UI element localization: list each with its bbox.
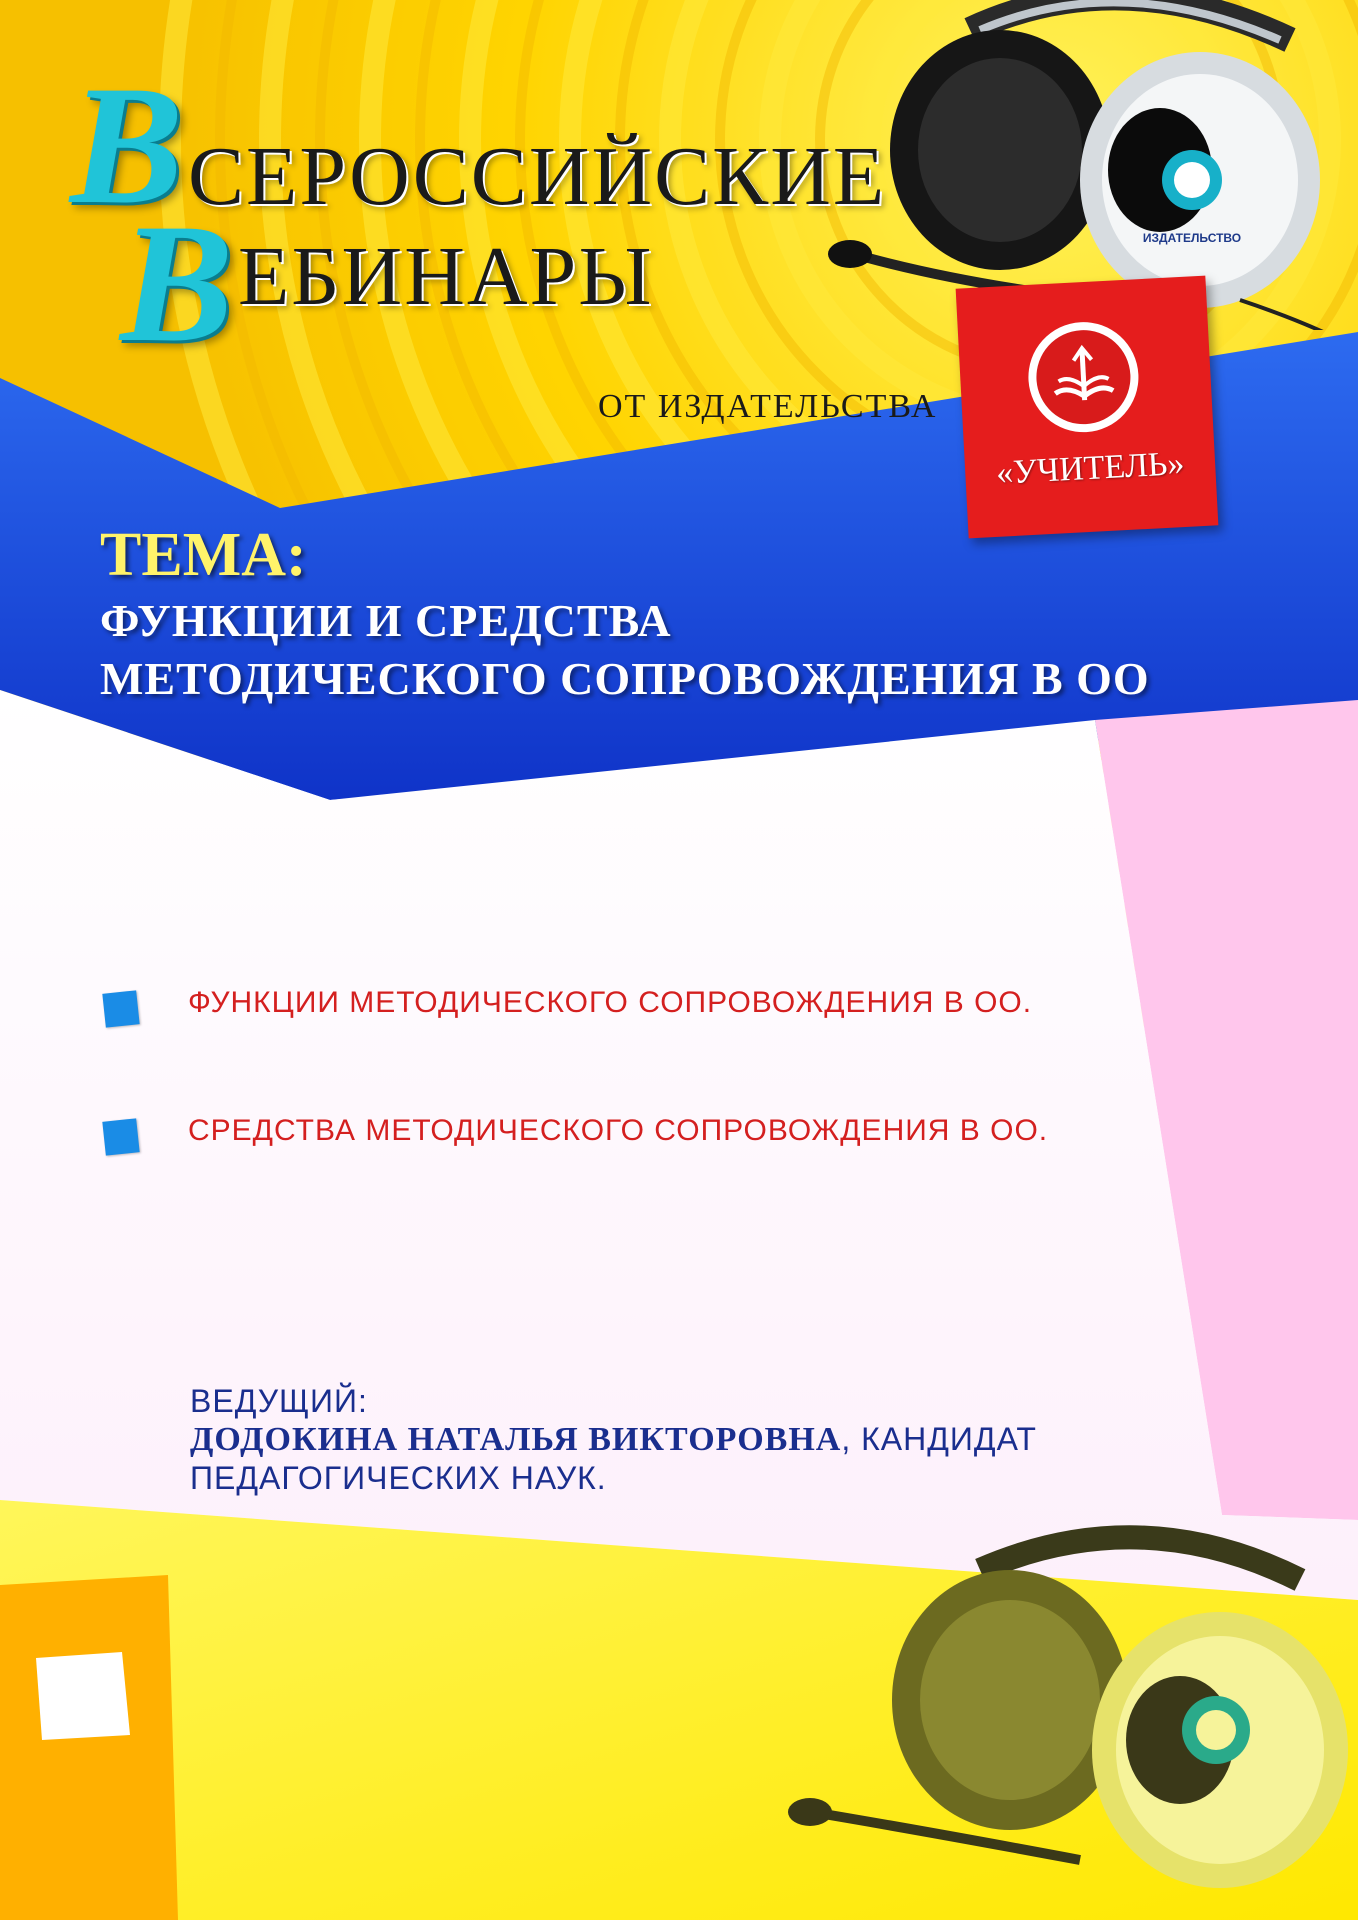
presenter-label: ВЕДУЩИЙ: [190, 1383, 368, 1419]
topic-line-1: ФУНКЦИИ И СРЕДСТВА [100, 595, 672, 646]
title-word-1: СЕРОССИЙСКИЕ [188, 130, 887, 223]
presenter-title-line-2: ПЕДАГОГИЧЕСКИХ НАУК. [190, 1460, 607, 1496]
publisher-logo-icon [1026, 319, 1142, 435]
svg-text:ИЗДАТЕЛЬСТВО: ИЗДАТЕЛЬСТВО [1142, 231, 1242, 245]
title-initial-1: В [70, 51, 184, 239]
agenda-item-2: СРЕДСТВА МЕТОДИЧЕСКОГО СОПРОВОЖДЕНИЯ В ОО. [188, 1114, 1049, 1147]
from-publisher: ОТ ИЗДАТЕЛЬСТВА [598, 388, 938, 425]
bullet-square-icon [102, 1118, 139, 1155]
publisher-logo [956, 276, 1219, 539]
title-word-2: ЕБИНАРЫ [238, 230, 654, 323]
headset-icon [820, 0, 1358, 330]
title-initial-2: В [120, 189, 234, 377]
topic-label: ТЕМА: [100, 521, 307, 589]
title-line-2 [120, 189, 654, 377]
topic-line-2: МЕТОДИЧЕСКОГО СОПРОВОЖДЕНИЯ В ОО [100, 653, 1150, 704]
bullet-square-icon [102, 990, 139, 1027]
presenter-name: ДОДОКИНА НАТАЛЬЯ ВИКТОРОВНА [190, 1421, 842, 1458]
presenter-block [190, 1382, 1037, 1497]
topic-title [100, 592, 1150, 708]
presenter-line [190, 1420, 1037, 1459]
headset-bottom-icon [780, 1500, 1358, 1920]
publisher-name: «УЧИТЕЛЬ» [995, 445, 1186, 492]
presenter-title-suffix: , КАНДИДАТ [841, 1421, 1037, 1457]
agenda-item-1: ФУНКЦИИ МЕТОДИЧЕСКОГО СОПРОВОЖДЕНИЯ В ОО. [188, 986, 1033, 1019]
